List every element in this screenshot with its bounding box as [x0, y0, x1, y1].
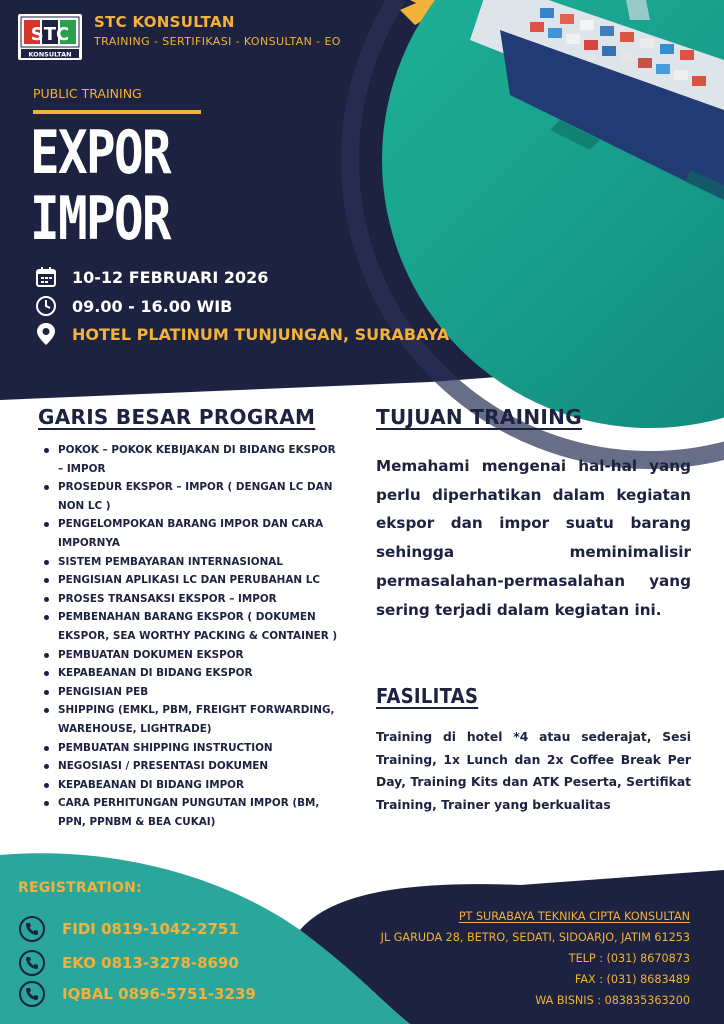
- calendar-icon: [34, 265, 58, 289]
- tujuan-heading: TUJUAN TRAINING: [376, 405, 582, 429]
- logo-subtext: KONSULTAN: [28, 50, 72, 59]
- company-name[interactable]: PT SURABAYA TEKNIKA CIPTA KONSULTAN: [458, 910, 690, 923]
- contact-text: IQBAL 0896-5751-3239: [62, 985, 256, 1003]
- category-underline: [33, 110, 201, 114]
- company-address: JL GARUDA 28, BETRO, SEDATI, SIDOARJO, JATIM 61253: [380, 931, 690, 944]
- event-time-row: [34, 294, 232, 318]
- program-heading: GARIS BESAR PROGRAM: [38, 405, 316, 429]
- list-item: PENGELOMPOKAN BARANG IMPOR DAN CARA IMPORNYA: [40, 515, 340, 552]
- company-info: [381, 906, 690, 1011]
- company-fax: FAX : (031) 8683489: [574, 973, 690, 986]
- event-time: 09.00 - 16.00 WIB: [72, 296, 233, 316]
- list-item: KEPABEANAN DI BIDANG IMPOR: [40, 776, 340, 795]
- brand-name: STC KONSULTAN: [94, 13, 235, 31]
- phone-icon: [18, 980, 46, 1008]
- list-item: PROSES TRANSAKSI EKSPOR – IMPOR: [40, 590, 340, 609]
- event-category: PUBLIC TRAINING: [33, 86, 142, 101]
- company-wa: WA BISNIS : 083835363200: [535, 994, 690, 1007]
- title-line-1: EXPOR: [30, 118, 170, 188]
- list-item: SISTEM PEMBAYARAN INTERNASIONAL: [40, 553, 340, 572]
- phone-icon: [18, 949, 46, 977]
- list-item: PEMBUATAN SHIPPING INSTRUCTION: [40, 739, 340, 758]
- event-title: [30, 120, 170, 252]
- list-item: PENGISIAN PEB: [40, 683, 340, 702]
- list-item: PROSEDUR EKSPOR – IMPOR ( DENGAN LC DAN NON LC ): [40, 478, 340, 515]
- list-item: POKOK – POKOK KEBIJAKAN DI BIDANG EKSPOR – IMPOR: [40, 441, 340, 478]
- event-venue-row: [34, 322, 449, 346]
- program-list: [40, 441, 340, 831]
- contact-text: FIDI 0819-1042-2751: [62, 920, 239, 938]
- event-venue: HOTEL PLATINUM TUNJUNGAN, SURABAYA: [72, 324, 450, 344]
- list-item: KEPABEANAN DI BIDANG EKSPOR: [40, 664, 340, 683]
- title-line-2: IMPOR: [30, 184, 170, 254]
- fasilitas-text: Training di hotel *4 atau sederajat, Sesi Training, 1x Lunch dan 2x Coffee Break Per Day, Training Kits dan ATK Peserta, Sertifikat Training, Trainer yang berkualitas: [376, 730, 691, 812]
- brand-tagline: TRAINING - SERTIFIKASI - KONSULTAN - EO: [94, 35, 341, 48]
- contact-row[interactable]: [18, 980, 256, 1008]
- list-item: NEGOSIASI / PRESENTASI DOKUMEN: [40, 757, 340, 776]
- contact-row[interactable]: [18, 949, 239, 977]
- registration-label: REGISTRATION:: [18, 880, 142, 896]
- list-item: PENGISIAN APLIKASI LC DAN PERUBAHAN LC: [40, 571, 340, 590]
- event-date-row: [34, 265, 268, 289]
- phone-icon: [18, 915, 46, 943]
- fasilitas-heading: FASILITAS: [376, 684, 479, 708]
- location-pin-icon: [34, 322, 58, 346]
- logo-text: STC: [30, 24, 70, 45]
- stc-logo: [18, 14, 82, 60]
- stc-logo-graphic: [18, 14, 82, 60]
- event-date: 10-12 FEBRUARI 2026: [72, 267, 269, 287]
- contact-text: EKO 0813-3278-8690: [62, 954, 239, 972]
- tujuan-text: Memahami mengenai hal-hal yang perlu diperhatikan dalam kegiatan ekspor dan impor suatu barang sehingga meminimalisir permasalahan-permasalahan yang sering terjadi dalam kegiatan ini.: [376, 457, 691, 619]
- list-item: CARA PERHITUNGAN PUNGUTAN IMPOR (BM, PPN, PPNBM & BEA CUKAI): [40, 794, 340, 831]
- clock-icon: [34, 294, 58, 318]
- company-telp: TELP : (031) 8670873: [568, 952, 690, 965]
- list-item: SHIPPING (EMKL, PBM, FREIGHT FORWARDING, WAREHOUSE, LIGHTRADE): [40, 701, 340, 738]
- contact-row[interactable]: [18, 915, 239, 943]
- list-item: PEMBUATAN DOKUMEN EKSPOR: [40, 646, 340, 665]
- list-item: PEMBENAHAN BARANG EKSPOR ( DOKUMEN EKSPOR, SEA WORTHY PACKING & CONTAINER ): [40, 608, 340, 645]
